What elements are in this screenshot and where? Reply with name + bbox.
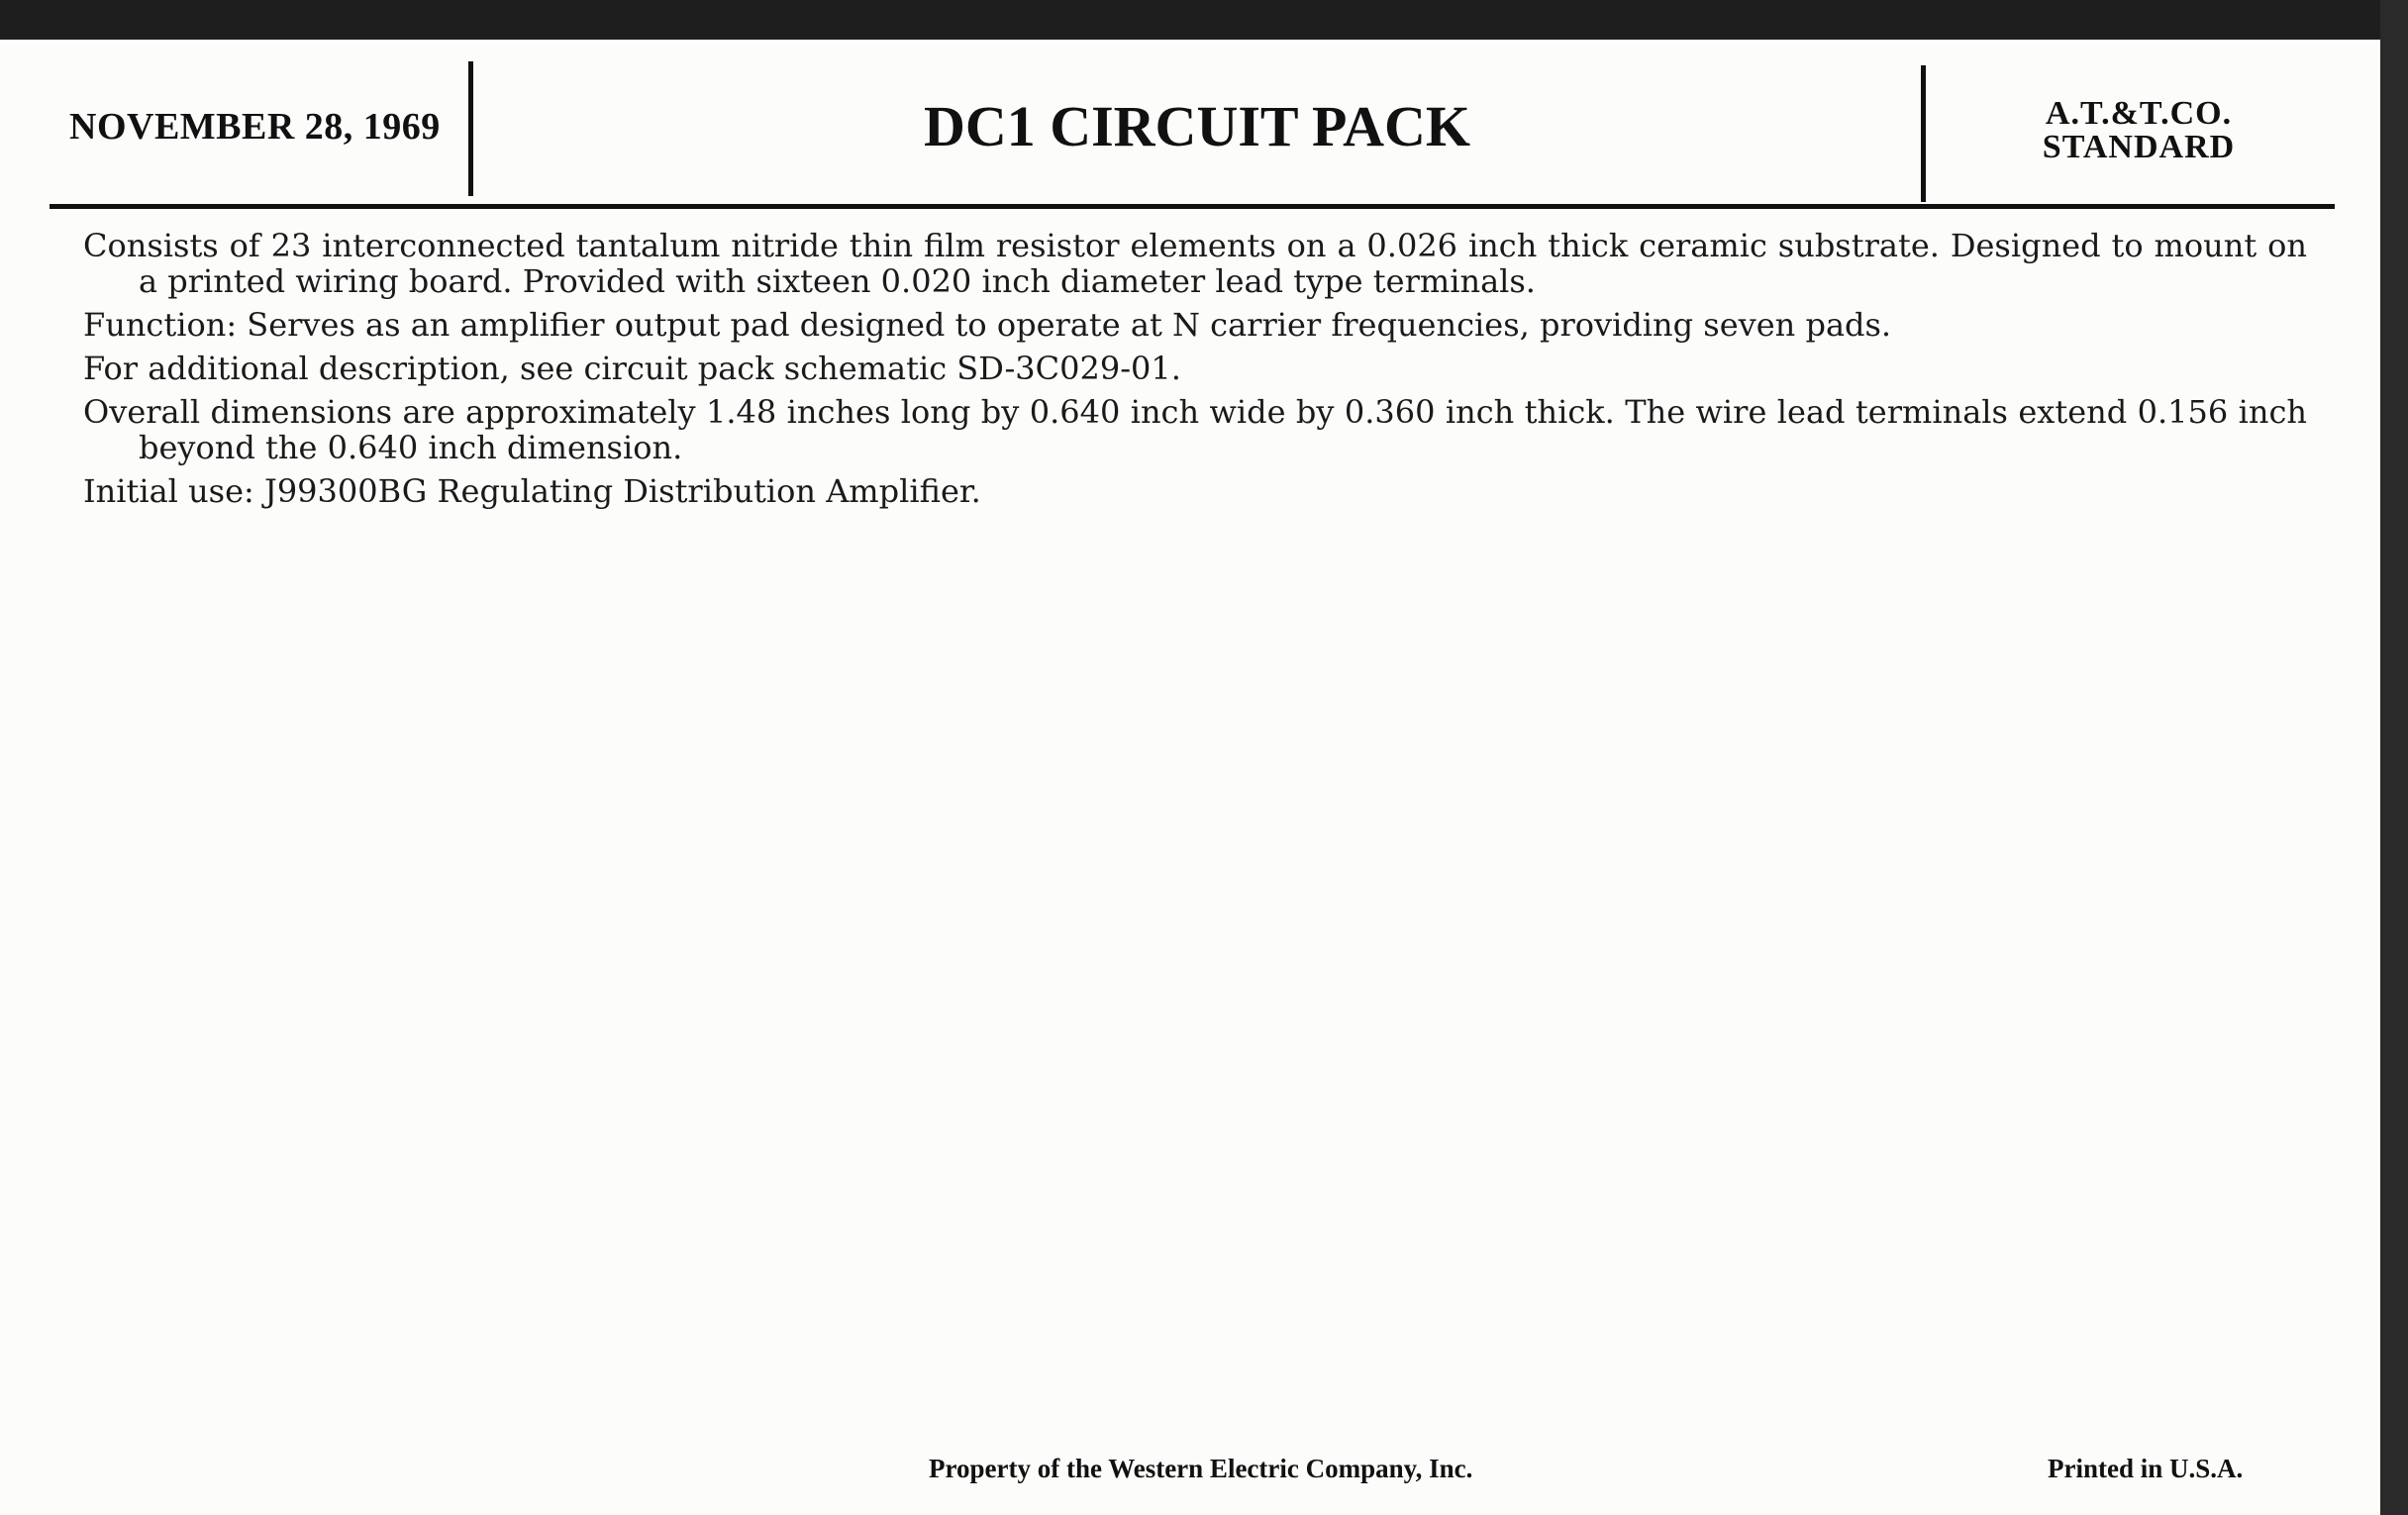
footer-property: Property of the Western Electric Company, Inc. [929,1454,1473,1483]
header-rule [50,204,2335,209]
footer-printed: Printed in U.S.A. [2048,1454,2244,1483]
document-card [0,40,2380,1515]
paragraph-description: Consists of 23 interconnected tantalum nitride thin film resistor elements on a 0.026 inch thick ceramic substrate. Designed to mount on a printed wiring board. Provided with sixteen 0.020 inch diameter lead type terminals. [83,227,2307,300]
standard-company: A.T.&T.CO. [2045,95,2233,132]
paragraph-function: Function: Serves as an amplifier output pad designed to operate at N carrier frequencies, providing seven pads. [83,306,1892,344]
issue-date: NOVEMBER 28, 1969 [69,106,441,148]
paragraph-reference: For additional description, see circuit pack schematic SD-3C029-01. [83,350,1181,387]
description-body [83,228,2307,517]
scan-top-border [0,0,2408,40]
scan-right-border [2380,0,2408,1515]
paragraph-dimensions: Overall dimensions are approximately 1.48 inches long by 0.640 inch wide by 0.360 inch thick. The wire lead terminals extend 0.156 inch beyond the 0.640 inch dimension. [83,393,2307,466]
document-title: DC1 CIRCUIT PACK [923,94,1471,158]
standard-label: STANDARD [2042,129,2236,165]
paragraph-initial-use: Initial use: J99300BG Regulating Distribution Amplifier. [83,472,981,510]
standard-mark [1926,97,2352,164]
